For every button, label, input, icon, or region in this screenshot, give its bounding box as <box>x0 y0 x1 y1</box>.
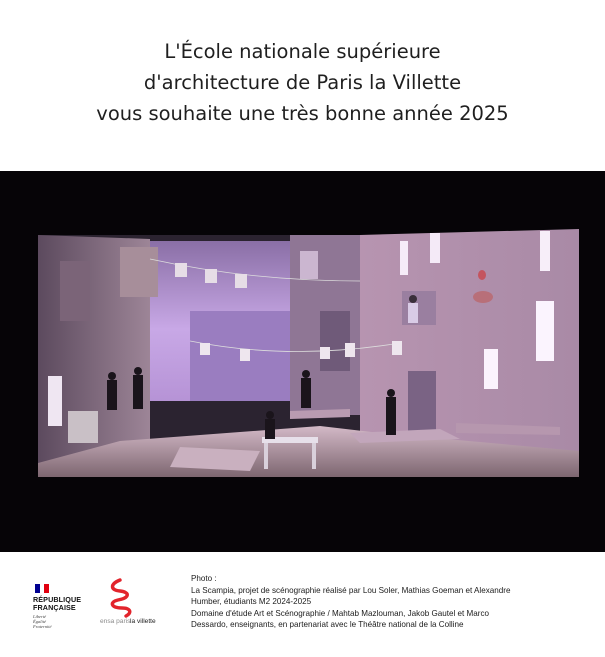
footer <box>0 552 605 657</box>
ensa-paris-label: ensa paris <box>100 618 131 625</box>
francaise-label: FRANÇAISE <box>33 603 76 612</box>
greeting-line-3: vous souhaite une très bonne année 2025 <box>96 102 509 125</box>
greeting-line-2: d'architecture de Paris la Villette <box>143 71 462 94</box>
credits-line-3: Domaine d'étude Art et Scénographie / Mahtab Mazlouman, Jakob Gautel et Marco <box>191 608 490 618</box>
motto-fraternite: Fraternité <box>33 624 52 629</box>
photo-credits <box>191 573 591 631</box>
credits-line-4: Dessardo, enseignants, en partenariat avec le Théâtre national de la Colline <box>191 620 464 630</box>
la-villette-label: la villette <box>130 618 156 625</box>
motto-liberte: Liberté <box>33 614 46 619</box>
republique-motto <box>33 614 52 629</box>
scenography-photo <box>0 171 605 552</box>
greeting-message <box>0 36 605 129</box>
credits-line-1: La Scampia, projet de scénographie réalisé par Lou Soler, Mathias Goeman et Alexandre <box>191 585 511 595</box>
credits-heading: Photo : <box>191 574 217 583</box>
motto-egalite: Égalité <box>33 619 46 624</box>
credits-line-2: Humber, étudiants M2 2024-2025 <box>191 597 312 607</box>
flag-red-stripe <box>44 584 49 593</box>
stage-model-image <box>0 171 605 552</box>
republique-label: RÉPUBLIQUE <box>33 595 82 604</box>
tricolor-flag-icon <box>35 584 49 593</box>
republique-francaise-logo <box>33 584 93 644</box>
ensa-paris-la-villette-logo <box>100 578 166 630</box>
republique-francaise-wordmark <box>33 596 81 612</box>
ensa-ribbon-icon <box>106 578 138 618</box>
greeting-line-1: L'École nationale supérieure <box>164 40 441 63</box>
